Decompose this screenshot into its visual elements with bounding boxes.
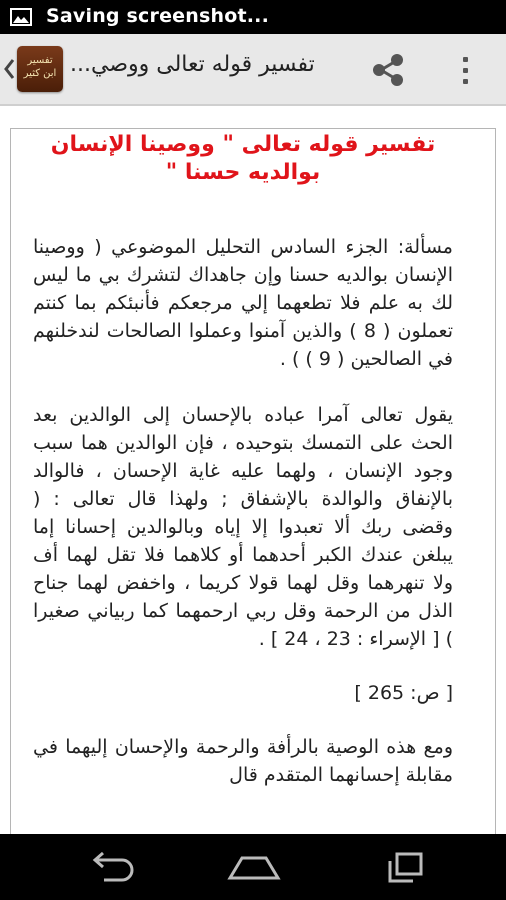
article-content: [11, 129, 495, 789]
article-container[interactable]: [10, 128, 496, 834]
home-icon: [224, 848, 284, 886]
navigation-bar: [0, 834, 506, 900]
page-reference: [ ص: 265 ]: [354, 682, 453, 704]
share-icon: [364, 50, 414, 90]
logo-text-line1: تفسير: [27, 55, 53, 66]
overflow-menu-button[interactable]: [446, 50, 486, 90]
picture-icon: [10, 8, 32, 26]
action-bar: [0, 34, 506, 106]
recent-apps-button[interactable]: [375, 848, 435, 886]
back-icon: [82, 848, 142, 886]
chevron-left-icon[interactable]: [2, 54, 16, 84]
share-button[interactable]: [364, 50, 414, 90]
article-title: تفسير قوله تعالى " ووصينا الإنسان بوالديه حسنا ": [50, 132, 436, 185]
status-notification-text: Saving screenshot...: [46, 5, 270, 27]
home-button[interactable]: [224, 848, 284, 886]
back-button[interactable]: [82, 848, 142, 886]
article-paragraph: مسألة: الجزء السادس التحليل الموضوعي ( ووصينا الإنسان بوالديه حسنا وإن جاهداك لتشرك بي ما ليس لك به علم فلا تطعهما إلي مرجعكم فأنبئكم بما كنتم تعملون ( 8 ) والذين آمنوا وعملوا الصالحات لندخلنهم في الصالحين ( 9 ) ) .: [33, 236, 453, 370]
status-bar: [0, 0, 506, 34]
logo-text-line2: ابن كثير: [23, 68, 57, 79]
page-title: تفسير قوله تعالى ووصي...: [70, 52, 315, 77]
recent-apps-icon: [375, 848, 435, 886]
article-paragraph: يقول تعالى آمرا عباده بالإحسان إلى الوالدين بعد الحث على التمسك بتوحيده ، فإن الوالدين هما سبب وجود الإنسان ، ولهما عليه غاية الإحسان ، فالوالد بالإنفاق والوالدة بالإشفاق ; ولهذا قال تعالى : ( وقضى ربك ألا تعبدوا إلا إياه وبالوالدين إحسانا إما يبلغن عندك الكبر أحدهما أو كلاهما فلا تقل لهما أف ولا تنهرهما وقل لهما قولا كريما ، واخفض لهما جناح الذل من الرحمة وقل ربي ارحمهما كما ربياني صغيرا ) [ الإسراء : 23 ، 24 ] .: [33, 404, 453, 650]
article-paragraph: ومع هذه الوصية بالرأفة والرحمة والإحسان إليهما في مقابلة إحسانهما المتقدم قال: [33, 736, 453, 786]
app-logo[interactable]: [17, 46, 63, 92]
